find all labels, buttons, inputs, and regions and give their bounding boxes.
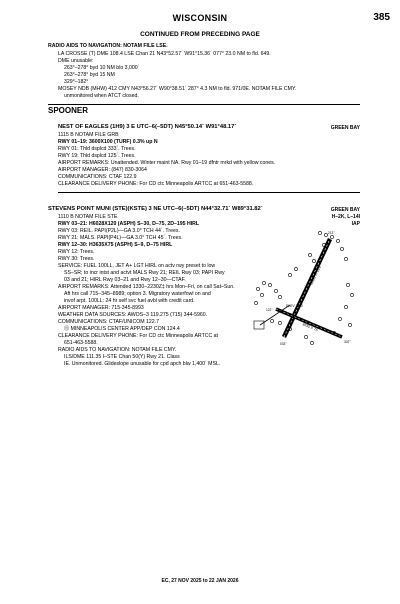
stevens-clearance: CLEARANCE DELIVERY PHONE: For CD ctc Minneapolis ARTCC at — [58, 333, 218, 339]
stevens-service-2: SS–SR; to incr intst and actvt MALS Rwy 21; REIL Rwy 03; PAPI Rwy — [64, 270, 225, 276]
nest-rwy-19: RWY 19: Thld dsplcd 125´. Trees. — [58, 153, 136, 159]
stevens-comms: COMMUNICATIONS: CTAF/UNICOM 122.7 — [58, 319, 159, 325]
stevens-rwy-12-30: RWY 12–30: H3635X75 (ASPH) S–9, D–75 HIRL — [58, 242, 173, 248]
section-title: SPOONER — [48, 106, 89, 115]
terminal-building — [254, 321, 264, 329]
stevens-weather: WEATHER DATA SOURCES: AWOS–3 119.275 (715) 344-5960. — [58, 312, 208, 318]
stevens-manager: AIRPORT MANAGER: 715-345-8993 — [58, 305, 144, 311]
heading-c: 122° — [266, 308, 273, 312]
runway-a-label: 6028 X 120 — [308, 264, 322, 286]
mosey-ndb: MOSEY NDB (MHW) 412 CMY N43°56.27´ W90°38.51´ 287° 4.3 NM to fld. 971/0E. NOTAM FILE CMY. — [58, 86, 297, 92]
nest-clearance: CLEARANCE DELIVERY PHONE: For CD ctc Minneapolis ARTCC at 651-463-5588. — [58, 181, 254, 187]
stevens-ils: ILS/DME 111.35 I–STE Chan 50(Y) Rwy 21. Class — [64, 354, 180, 360]
section-divider — [48, 104, 360, 105]
dme-restriction-1: 263°–278° byd 10 NM blo 3,000´ — [64, 65, 140, 71]
stevens-rwy-12: RWY 12: Trees. — [58, 249, 95, 255]
stevens-remarks-3: invof arpt. 100LL: 24 hr self svc fuel avbl with credit card. — [64, 298, 195, 304]
heading-a: 033° — [280, 342, 287, 346]
airport-name-stevens-point: STEVENS POINT MUNI (STE)(KSTE) 3 NE UTC–6(–5DT) N44°32.71´ W89°31.82´ — [48, 206, 263, 212]
region-tag-stevens: GREEN BAY — [330, 207, 360, 213]
nest-runway: RWY 01–19: 3600X100 (TURF) 0.3% up N — [58, 139, 158, 145]
region-tag: GREEN BAY — [330, 125, 360, 131]
taxiway — [260, 305, 290, 325]
airport-diagram — [250, 225, 362, 353]
nest-elevation: 1115 B NOTAM FILE GRB — [58, 132, 119, 138]
chart-tag-stevens: H–2K, L–14I — [331, 214, 360, 220]
dme-restriction-2: 263°–278° byd 15 NM — [64, 72, 115, 78]
mosey-ndb-note: unmonitored when ATCT closed. — [64, 93, 139, 99]
heading-d: 302° — [344, 340, 351, 344]
stevens-approach: Ⓡ MINNEAPOLIS CENTER APP/DEP CON 124.4 — [64, 326, 180, 332]
iap-tag-stevens: IAP — [351, 221, 360, 227]
dme-unusable: DME unusable: — [58, 58, 94, 64]
stevens-rwy-03-21: RWY 03–21: H6028X120 (ASPH) S–30, D–75, 2D–195 HIRL — [58, 221, 200, 227]
effective-dates: EC, 27 NOV 2025 to 22 JAN 2026 — [161, 578, 239, 584]
stevens-elevation: 1110 B NOTAM FILE STE — [58, 214, 118, 220]
stevens-rwy-03: RWY 03: REIL. PAPI(P2L)—GA 3.0° TCH 44´. Trees. — [58, 228, 180, 234]
stevens-rwy-21: RWY 21: MALS. PAPI(P4L)—GA 3.0° TCH 45´. Trees. — [58, 235, 183, 241]
dme-restriction-3: 329°–182° — [64, 79, 89, 85]
nest-rwy-01: RWY 01: Thld dsplcd 333´. Trees. — [58, 146, 136, 152]
radio-aids-label: RADIO AIDS TO NAVIGATION: NOTAM FILE LSE. — [48, 43, 168, 49]
stevens-rwy-30: RWY 30: Trees. — [58, 256, 95, 262]
nest-remarks: AIRPORT REMARKS: Unattended. Winter maint NA. Rwy 01–19 dfntr mrkd with yellow cones. — [58, 160, 276, 166]
state-title: WISCONSIN — [172, 13, 228, 23]
tree-symbols — [254, 231, 353, 344]
stevens-service-3: 03 and 21; HIRL Rwy 03–21 and Rwy 12–30—CTAF. — [64, 277, 186, 283]
airport-name-nest-of-eagles: NEST OF EAGLES (1H9) 3 E UTC–6(–5DT) N45°50.14´ W91°48.17´ — [58, 124, 237, 130]
stevens-service: SERVICE: FUEL 100LL, JET A+ LGT HIRL on actv rwy preset to low — [58, 263, 216, 269]
continued-banner: CONTINUED FROM PRECEDING PAGE — [140, 31, 260, 38]
lacrosse-dme: LA CROSSE (T) DME 108.4 LSE Chan 21 N43°52.57´ W91°15.36´ 077° 23.0 NM to fld. 649. — [58, 51, 271, 57]
runway-b-label: 3635 X 75 — [301, 322, 319, 333]
page-number: 385 — [373, 12, 390, 23]
stevens-ils-2: IE. Unmonitored. Glideslope unusable for cpd apch blw 1,400´ MSL. — [64, 361, 221, 367]
airport-divider — [58, 192, 360, 193]
stevens-clearance-2: 651-463-5588. — [64, 340, 98, 346]
stevens-remarks: AIRPORT REMARKS: Attended 1330–2230Z‡ hrs Mon–Fri, on call Sat–Sun. — [58, 284, 235, 290]
heading-b: 213° — [328, 231, 335, 235]
elevation-label: ELEV 1110 — [286, 304, 303, 308]
nest-comms: COMMUNICATIONS: CTAF 122.9 — [58, 174, 137, 180]
stevens-remarks-2: Aft hrs call 715–345–8989; option 3. Migratory waterfowl on and — [64, 291, 211, 297]
nest-manager: AIRPORT MANAGER: (847) 830-3064 — [58, 167, 147, 173]
stevens-radio-aids: RADIO AIDS TO NAVIGATION: NOTAM FILE CMY. — [58, 347, 177, 353]
